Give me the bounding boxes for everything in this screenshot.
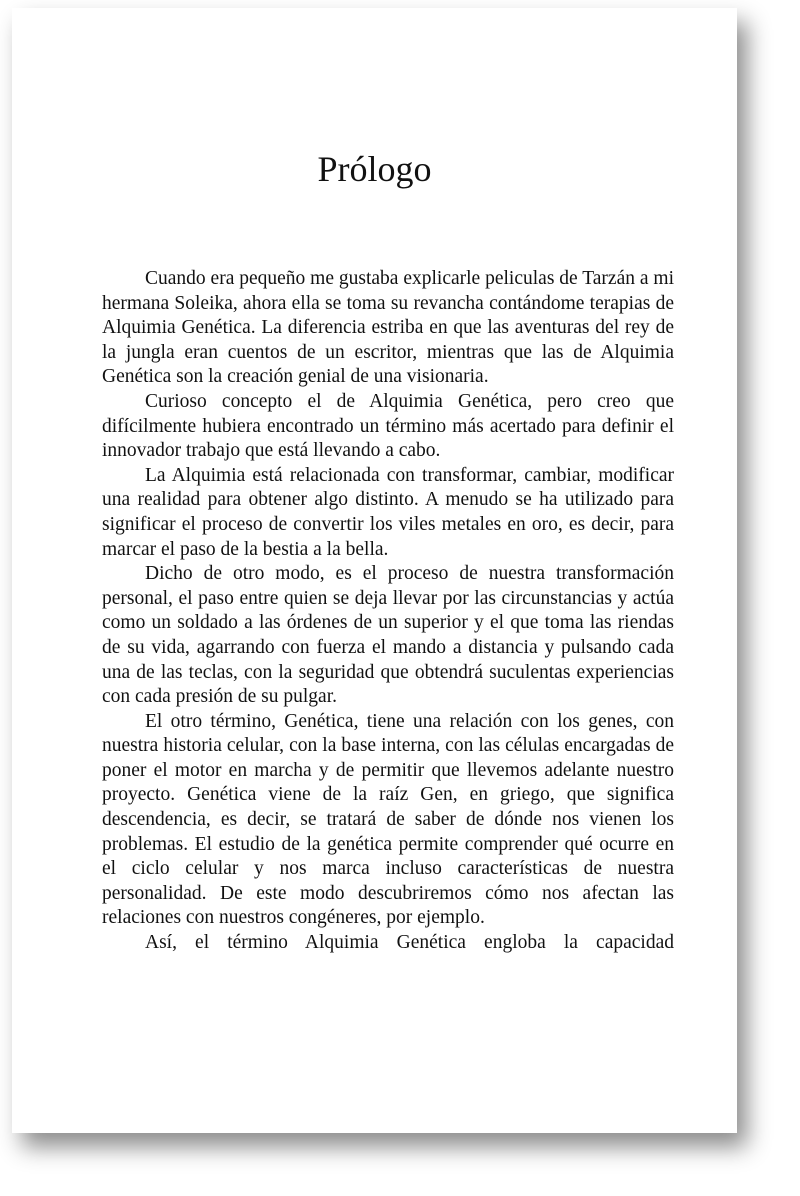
paragraph: El otro término, Genética, tiene una relación con los genes, con nuestra historia celular, con la base interna, con las células encargadas de poner el motor en marcha y de permitir que llevemos adelante nuestro proyecto. Genética viene de la raíz Gen, en griego, que significa descendencia, es decir, se tratará de saber de dónde nos vienen los problemas. El estudio de la genética permite comprender qué ocurre en el ciclo celular y nos marca incluso características de nuestra personalidad. De este modo descubriremos cómo nos afectan las relaciones con nuestros congéneres, por ejemplo. <box>102 710 674 929</box>
paragraph: Dicho de otro modo, es el proceso de nuestra transformación personal, el paso entre quien se deja llevar por las circunstancias y actúa como un soldado a las órdenes de un superior y el que toma las riendas de su vida, agarrando con fuerza el mando a distancia y pulsando cada una de las teclas, con la seguridad que obtendrá suculentas experiencias con cada presión de su pulgar. <box>102 563 674 708</box>
book-page <box>12 8 737 1133</box>
paragraph: Cuando era pequeño me gustaba explicarle peliculas de Tarzán a mi hermana Soleika, ahora ella se toma su revancha contándome terapias de Alquimia Genética. La diferencia estriba en que las aventuras del rey de la jungla eran cuentos de un escritor, mientras que las de Alquimia Genética son la creación genial de una visionaria. <box>102 268 674 388</box>
paragraph-last: Así, el término Alquimia Genética engloba la capacidad <box>145 932 674 954</box>
paragraph: Curioso concepto el de Alquimia Genética, pero creo que difícilmente hubiera encontrado un término más acertado para definir el innovador trabajo que está llevando a cabo. <box>102 390 674 462</box>
page-title: Prólogo <box>317 149 432 189</box>
paragraph: La Alquimia está relacionada con transformar, cambiar, modificar una realidad para obtener algo distinto. A menudo se ha utilizado para significar el proceso de convertir los viles metales en oro, es decir, para marcar el paso de la bestia a la bella. <box>102 464 674 560</box>
page-body <box>102 267 674 956</box>
